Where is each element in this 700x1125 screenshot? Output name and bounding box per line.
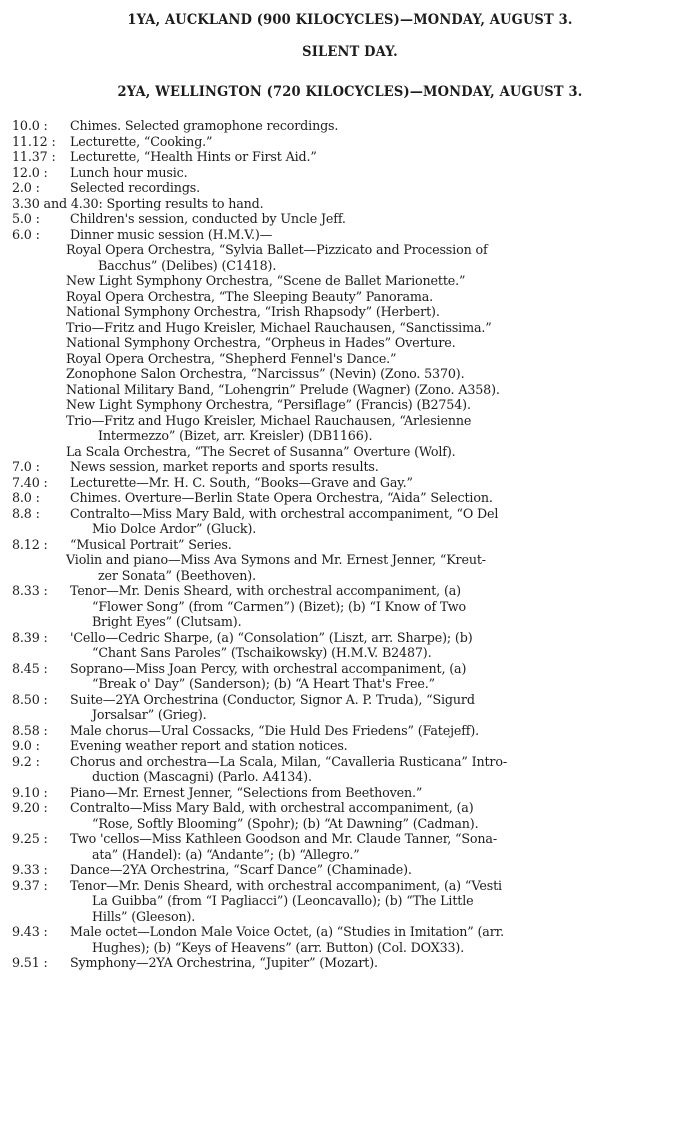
item-text-line: Trio—Fritz and Hugo Kreisler, Michael Rauchausen, “Sanctissima.” <box>66 319 492 335</box>
dinner-music-item <box>12 242 666 273</box>
item-text-line: Zonophone Salon Orchestra, “Narcissus” (Nevin) (Zono. 5370). <box>66 366 465 381</box>
station-2ya-header: 2YA, WELLINGTON (720 KILOCYCLES)—MONDAY, AUGUST 3. <box>117 84 583 100</box>
programme-entry <box>12 211 666 227</box>
entry-text-line: 'Cello—Cedric Sharpe, (a) “Consolation” (Liszt, arr. Sharpe); (b) <box>70 629 473 645</box>
dinner-music-item <box>12 413 666 444</box>
item-text-line: Royal Opera Orchestra, “The Sleeping Beauty” Panorama. <box>66 288 434 304</box>
entry-text-line: Chimes. Overture—Berlin State Opera Orchestra, “Aida” Selection. <box>70 490 493 505</box>
entry-text-line: Soprano—Miss Joan Percy, with orchestral accompaniment, (a) <box>70 660 467 676</box>
entry-text-line: Dance—2YA Orchestrina, “Scarf Dance” (Chaminade). <box>70 862 412 877</box>
programme-entry <box>12 630 666 661</box>
entry-time: 8.39 : <box>12 629 48 645</box>
programme-entry <box>12 506 666 537</box>
entry-text-line: ata” (Handel): (a) “Andante”; (b) “Allegro.” <box>92 846 360 862</box>
portrait-item <box>12 552 666 583</box>
entry-text-line: Contralto—Miss Mary Bald, with orchestral accompaniment, “O Del <box>70 505 499 521</box>
entry-time: 6.0 : <box>12 226 40 242</box>
entry-text-line: Hills” (Gleeson). <box>92 908 196 924</box>
dinner-music-item <box>12 304 666 320</box>
entry-text-line: Male octet—London Male Voice Octet, (a) “Studies in Imitation” (arr. <box>70 924 505 939</box>
entry-text-line: Selected recordings. <box>70 180 201 195</box>
entry-time: 9.51 : <box>12 955 48 970</box>
item-text-line: National Military Band, “Lohengrin” Prelude (Wagner) (Zono. A358). <box>66 381 500 397</box>
programme-entry <box>12 149 666 165</box>
dinner-music-list <box>12 242 666 459</box>
entry-text-line: Children's session, conducted by Uncle Jeff. <box>70 211 346 226</box>
programme-entry <box>12 692 666 723</box>
entry-text-line: Chorus and orchestra—La Scala, Milan, “Cavalleria Rusticana” Intro- <box>70 753 507 769</box>
entry-time: 11.37 : <box>12 149 56 164</box>
programme-entry <box>12 878 666 925</box>
station-1ya-header: 1YA, AUCKLAND (900 KILOCYCLES)—MONDAY, AUGUST 3. <box>127 12 573 28</box>
item-text-line: National Symphony Orchestra, “Orpheus in Hades” Overture. <box>66 335 456 350</box>
entry-text-line: Contralto—Miss Mary Bald, with orchestral accompaniment, (a) <box>70 800 474 815</box>
entry-text-line: Lecturette, “Health Hints or First Aid.” <box>70 149 317 164</box>
entry-text-line: “Musical Portrait” Series. <box>70 536 232 552</box>
programme-entry <box>12 537 666 553</box>
entry-time: 5.0 : <box>12 211 40 226</box>
entry-time: 8.33 : <box>12 583 48 598</box>
programme-entry <box>12 459 666 475</box>
entry-time: 9.37 : <box>12 877 48 893</box>
entry-text-line: Dinner music session (H.M.V.)— <box>70 226 273 242</box>
programme-entry <box>12 583 666 630</box>
programme-listing <box>0 118 700 971</box>
entry-text-line: Mio Dolce Ardor” (Gluck). <box>92 521 257 536</box>
entry-text-line: “Rose, Softly Blooming” (Spohr); (b) “At Dawning” (Cadman). <box>92 815 479 831</box>
entry-text-line: Suite—2YA Orchestrina (Conductor, Signor A. P. Truda), “Sigurd <box>70 691 475 707</box>
entry-text-line: Symphony—2YA Orchestrina, “Jupiter” (Mozart). <box>70 955 378 970</box>
entry-time: 9.10 : <box>12 784 48 800</box>
silent-day-header: SILENT DAY. <box>302 44 398 60</box>
item-text-line: Royal Opera Orchestra, “Sylvia Ballet—Pizzicato and Procession of <box>66 242 488 257</box>
afternoon-entries <box>12 118 666 242</box>
entry-time: 8.8 : <box>12 505 40 521</box>
entry-text-line: Lecturette, “Cooking.” <box>70 133 213 149</box>
programme-entry <box>12 475 666 491</box>
entry-time: 8.58 : <box>12 722 48 738</box>
entry-text-line: Hughes); (b) “Keys of Heavens” (arr. Button) (Col. DOX33). <box>92 939 465 955</box>
programme-entry <box>12 661 666 692</box>
dinner-music-item <box>12 320 666 336</box>
programme-entry <box>12 723 666 739</box>
programme-entry <box>12 165 666 181</box>
programme-entry <box>12 180 666 196</box>
item-text-line: Bacchus” (Delibes) (C1418). <box>98 257 277 273</box>
item-text-line: Royal Opera Orchestra, “Shepherd Fennel's Dance.” <box>66 350 397 366</box>
entry-text-line: Jorsalsar” (Grieg). <box>92 707 207 722</box>
programme-entry <box>12 134 666 150</box>
programme-entry <box>12 862 666 878</box>
dinner-music-item <box>12 397 666 413</box>
dinner-music-item <box>12 382 666 398</box>
late-evening-entries <box>12 583 666 971</box>
programme-entry <box>12 831 666 862</box>
entry-time: 8.50 : <box>12 691 48 707</box>
entry-time: 12.0 : <box>12 164 48 180</box>
entry-text-line: Evening weather report and station notices. <box>70 738 348 753</box>
item-text-line: La Scala Orchestra, “The Secret of Susanna” Overture (Wolf). <box>66 443 456 459</box>
entry-text-line: La Guibba” (from “I Pagliacci”) (Leoncavallo); (b) “The Little <box>92 893 474 908</box>
dinner-music-item <box>12 351 666 367</box>
entry-text-line: Tenor—Mr. Denis Sheard, with orchestral accompaniment, (a) “Vesti <box>70 877 502 893</box>
entry-time: 8.0 : <box>12 490 40 505</box>
programme-entry <box>12 227 666 243</box>
entry-text-line: “Flower Song” (from “Carmen”) (Bizet); (b) “I Know of Two <box>92 598 466 614</box>
dinner-music-item <box>12 335 666 351</box>
entry-text-line: Lecturette—Mr. H. C. South, “Books—Grave and Gay.” <box>70 474 413 490</box>
evening-entries <box>12 459 666 552</box>
item-text-line: Trio—Fritz and Hugo Kreisler, Michael Rauchausen, “Arlesienne <box>66 412 472 428</box>
entry-text-line: Male chorus—Ural Cossacks, “Die Huld Des Friedens” (Fatejeff). <box>70 722 479 738</box>
programme-entry <box>12 924 666 955</box>
entry-text-line: Lunch hour music. <box>70 164 188 180</box>
programme-entry <box>12 800 666 831</box>
programme-entry <box>12 738 666 754</box>
entry-time: 10.0 : <box>12 118 48 133</box>
programme-entry <box>12 955 666 971</box>
entry-time: 8.12 : <box>12 536 48 552</box>
programme-entry <box>12 490 666 506</box>
entry-time: 9.33 : <box>12 862 48 877</box>
item-text-line: Intermezzo” (Bizet, arr. Kreisler) (DB1166). <box>98 428 373 443</box>
entry-text-line: “Chant Sans Paroles” (Tschaikowsky) (H.M.V. B2487). <box>92 645 432 660</box>
entry-time: 9.43 : <box>12 924 48 939</box>
entry-time: 9.0 : <box>12 738 40 753</box>
entry-text-line: News session, market reports and sports results. <box>70 459 379 474</box>
entry-text-line: Tenor—Mr. Denis Sheard, with orchestral accompaniment, (a) <box>70 583 461 598</box>
programme-entry <box>12 785 666 801</box>
item-text-line: New Light Symphony Orchestra, “Persiflage” (Francis) (B2754). <box>66 397 471 412</box>
entry-text-line: 3.30 and 4.30: Sporting results to hand. <box>12 195 264 211</box>
entry-text-line: “Break o' Day” (Sanderson); (b) “A Heart That's Free.” <box>92 676 435 691</box>
item-text-line: National Symphony Orchestra, “Irish Rhapsody” (Herbert). <box>66 304 440 319</box>
programme-entry <box>12 196 666 212</box>
entry-time: 2.0 : <box>12 180 40 195</box>
item-text-line: New Light Symphony Orchestra, “Scene de Ballet Marionette.” <box>66 273 466 288</box>
entry-time: 11.12 : <box>12 133 56 149</box>
entry-time: 9.2 : <box>12 753 40 769</box>
entry-text-line: Chimes. Selected gramophone recordings. <box>70 118 339 133</box>
dinner-music-item <box>12 444 666 460</box>
entry-text-line: Two 'cellos—Miss Kathleen Goodson and Mr. Claude Tanner, “Sona- <box>70 831 497 846</box>
programme-entry <box>12 118 666 134</box>
entry-text-line: duction (Mascagni) (Parlo. A4134). <box>92 769 312 784</box>
entry-time: 9.20 : <box>12 800 48 815</box>
entry-time: 7.0 : <box>12 459 40 474</box>
entry-text-line: Bright Eyes” (Clutsam). <box>92 614 242 629</box>
musical-portrait-item <box>12 552 666 583</box>
programme-entry <box>12 754 666 785</box>
entry-time: 8.45 : <box>12 660 48 676</box>
item-text-line: Violin and piano—Miss Ava Symons and Mr. Ernest Jenner, “Kreut- <box>66 552 486 567</box>
dinner-music-item <box>12 366 666 382</box>
item-text-line: zer Sonata” (Beethoven). <box>98 567 256 583</box>
entry-time: 7.40 : <box>12 474 48 490</box>
entry-text-line: Piano—Mr. Ernest Jenner, “Selections from Beethoven.” <box>70 784 423 800</box>
dinner-music-item <box>12 273 666 289</box>
entry-time: 9.25 : <box>12 831 48 846</box>
dinner-music-item <box>12 289 666 305</box>
